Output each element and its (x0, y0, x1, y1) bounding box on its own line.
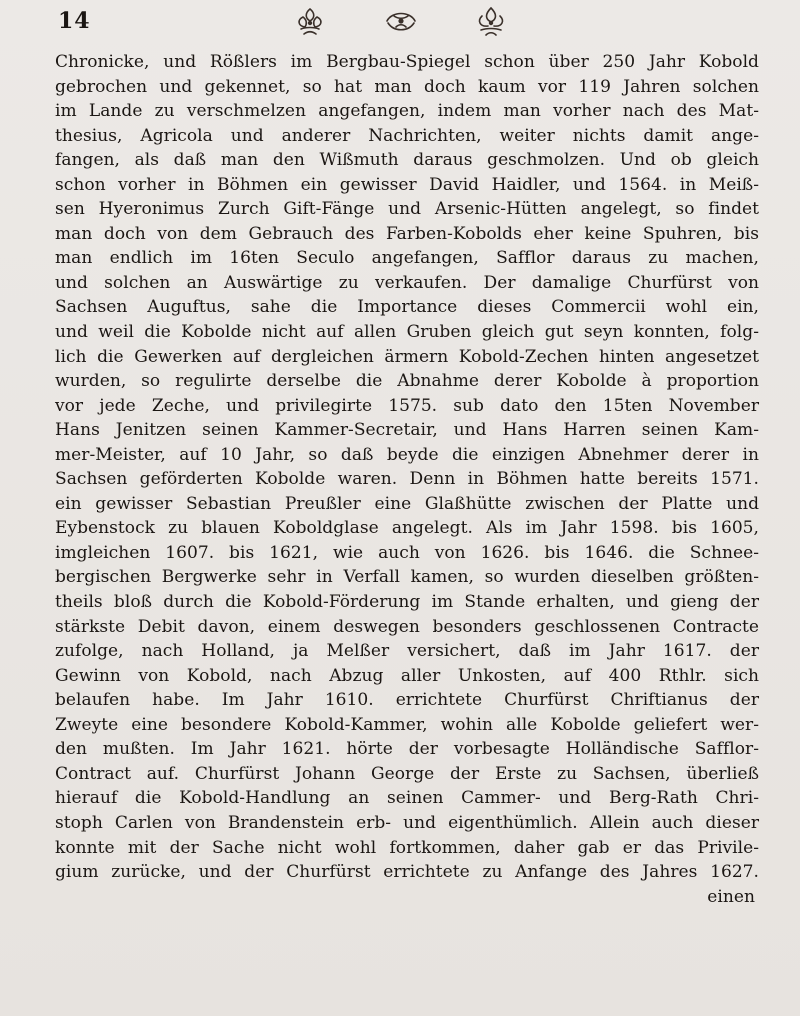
text-line: stoph Carlen von Brandenstein erb- und eigenthümlich. Allein auch dieser (55, 812, 759, 833)
ornament-icon (374, 5, 428, 39)
text-line: Sachsen Auguftus, sahe die Importance dieses Commercii wohl ein, (55, 297, 759, 318)
text-line: man doch von dem Gebrauch des Farben-Kobolds eher keine Spuhren, bis (55, 223, 759, 244)
text-line: Zweyte eine besondere Kobold-Kammer, wohin alle Kobolde geliefert wer- (55, 714, 759, 735)
ornament-icon (464, 5, 518, 39)
text-line: gebrochen und gekennet, so hat man doch kaum vor 119 Jahren solchen (55, 76, 759, 97)
text-line: zufolge, nach Holland, ja Melßer versichert, daß im Jahr 1617. der (55, 641, 759, 662)
text-line: belaufen habe. Im Jahr 1610. errichtete Churfürst Chriftianus der (55, 690, 759, 711)
text-line: schon vorher in Böhmen ein gewisser David Haidler, und 1564. in Meiß- (55, 174, 759, 195)
ornament-icon (283, 5, 337, 39)
text-line: vor jede Zeche, und privilegirte 1575. sub dato den 15ten November (55, 395, 759, 416)
text-line: lich die Gewerken auf dergleichen ärmern Kobold-Zechen hinten angesetzet (55, 346, 759, 367)
text-line: sen Hyeronimus Zurch Gift-Fänge und Arsenic-Hütten angelegt, so findet (55, 199, 759, 220)
text-line: und solchen an Auswärtige zu verkaufen. Der damalige Churfürst von (55, 272, 759, 293)
text-line: den mußten. Im Jahr 1621. hörte der vorbesagte Holländische Safflor- (55, 739, 759, 760)
text-line: man endlich im 16ten Seculo angefangen, Safflor daraus zu machen, (55, 248, 759, 269)
page-number: 14 (58, 8, 91, 34)
text-line: Eybenstock zu blauen Koboldglase angelegt. Als im Jahr 1598. bis 1605, (55, 518, 759, 539)
text-line: konnte mit der Sache nicht wohl fortkommen, daher gab er das Privile- (55, 837, 759, 858)
text-line: fangen, als daß man den Wißmuth daraus geschmolzen. Und ob gleich (55, 150, 759, 171)
text-line: Gewinn von Kobold, nach Abzug aller Unkosten, auf 400 Rthlr. sich (55, 665, 759, 686)
text-line: Sachsen geförderten Kobolde waren. Denn in Böhmen hatte bereits 1571. (55, 469, 759, 490)
text-line: Hans Jenitzen seinen Kammer-Secretair, und Hans Harren seinen Kam- (55, 420, 759, 441)
text-line: Chronicke, und Rößlers im Bergbau-Spiegel schon über 250 Jahr Kobold (55, 52, 759, 72)
text-line: Contract auf. Churfürst Johann George der Erste zu Sachsen, überließ (55, 763, 759, 784)
text-line: stärkste Debit davon, einem deswegen besonders geschlossenen Contracte (55, 616, 759, 637)
text-line: mer-Meister, auf 10 Jahr, so daß beyde die einzigen Abnehmer derer in (55, 444, 759, 465)
catchword: einen (707, 886, 755, 907)
text-line: wurden, so regulirte derselbe die Abnahme derer Kobolde à proportion (55, 371, 759, 392)
text-line: im Lande zu verschmelzen angefangen, indem man vorher nach des Mat- (55, 101, 759, 122)
text-line: theils bloß durch die Kobold-Förderung im Stande erhalten, und gieng der (55, 592, 759, 613)
body-text (55, 50, 759, 909)
text-line: ein gewisser Sebastian Preußler eine Glaßhütte zwischen der Platte und (55, 493, 759, 514)
text-line: imgleichen 1607. bis 1621, wie auch von 1626. bis 1646. die Schnee- (55, 542, 759, 563)
text-line: hierauf die Kobold-Handlung an seinen Cammer- und Berg-Rath Chri- (55, 788, 759, 809)
header-ornaments (283, 3, 518, 41)
text-line: und weil die Kobolde nicht auf allen Gruben gleich gut seyn konnten, folg- (55, 322, 759, 343)
text-line: gium zurücke, und der Churfürst errichtete zu Anfange des Jahres 1627. (55, 862, 759, 883)
text-line: thesius, Agricola und anderer Nachrichten, weiter nichts damit ange- (55, 125, 759, 146)
text-line: bergischen Bergwerke sehr in Verfall kamen, so wurden dieselben größten- (55, 567, 759, 588)
